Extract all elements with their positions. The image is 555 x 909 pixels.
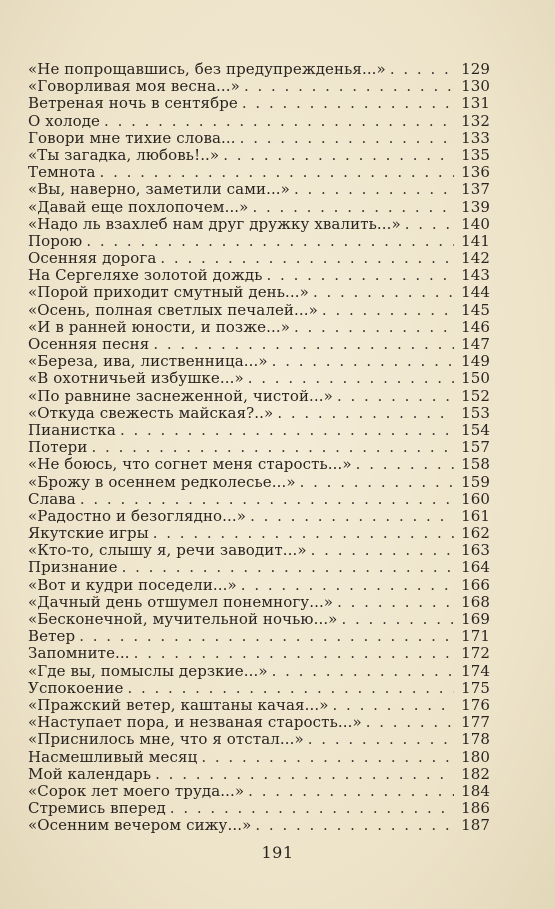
toc-entry-page: 168 [461,592,490,611]
toc-entry-title: «Брожу в осеннем редколесье...» [28,472,296,491]
toc-entry [28,216,490,233]
toc-entry-page: 169 [461,610,490,628]
toc-entry-page: 164 [461,558,490,577]
toc-entry [28,147,490,164]
dot-leader [313,284,454,301]
toc-entry [28,456,490,473]
toc-entry [28,250,490,267]
toc-entry-title: «Приснилось мне, что я отстал...» [28,730,304,749]
toc-entry-page: 130 [461,77,490,96]
toc-entry-page: 135 [461,145,490,164]
toc-entry-title: Осенняя песня [28,335,150,353]
toc-entry-title: «Откуда свежесть майская?..» [28,403,274,422]
dot-leader [241,577,454,594]
dot-leader [155,766,454,783]
dot-leader [311,542,454,559]
toc-entry [28,284,490,301]
toc-entry [28,405,490,422]
toc-entry [28,559,490,576]
toc-entry-page: 142 [461,249,490,268]
toc-entry-page: 166 [461,575,490,594]
dot-leader [240,130,454,147]
toc-entry [28,817,490,834]
toc-entry-title: Якутские игры [28,524,149,543]
toc-entry-title: Запомните... [28,644,130,663]
toc-entry-page: 149 [461,352,490,371]
toc-entry-title: Стремись вперед [28,799,166,818]
toc-entry-page: 153 [461,403,490,422]
toc-entry [28,439,490,456]
dot-leader [160,250,454,267]
toc-entry-title: «Надо ль взахлеб нам друг дружку хвалить...» [28,214,401,233]
toc-entry-page: 152 [461,386,490,405]
toc-entry-page: 159 [461,472,490,491]
dot-leader [405,216,454,233]
toc-entry [28,302,490,319]
toc-entry [28,164,490,181]
toc-entry-title: «Давай еще похлопочем...» [28,197,249,216]
toc-entry-title: «Радостно и безоглядно...» [28,506,247,525]
toc-entry [28,508,490,525]
toc-entry [28,731,490,748]
toc-entry [28,663,490,680]
dot-leader [337,388,454,405]
toc-entry-page: 180 [461,747,490,766]
toc-entry [28,113,490,130]
toc-entry-title: Мой календарь [28,764,152,783]
toc-entry [28,267,490,284]
toc-entry-page: 157 [461,438,490,457]
dot-leader [80,491,454,508]
toc-entry-title: Пианистка [28,420,116,439]
dot-leader [79,628,454,645]
toc-entry-page: 129 [461,60,490,78]
toc-entry [28,525,490,542]
toc-entry-page: 184 [461,781,490,800]
toc-entry [28,645,490,662]
toc-entry-title: «И в ранней юности, и позже...» [28,317,290,336]
toc-entry-page: 162 [461,524,490,543]
dot-leader [277,405,454,422]
toc-entry-page: 150 [461,369,490,388]
toc-entry-page: 175 [461,678,490,697]
dot-leader [333,697,454,714]
toc-entry-title: «Сорок лет моего труда...» [28,781,245,800]
toc-entry [28,353,490,370]
toc-entry-page: 187 [461,816,490,835]
dot-leader [366,714,454,731]
dot-leader [252,199,454,216]
dot-leader [248,783,454,800]
dot-leader [242,95,454,112]
toc-entry [28,181,490,198]
toc-entry-title: «Пражский ветер, каштаны качая...» [28,695,329,714]
dot-leader [356,456,454,473]
toc-entry-title: «Вот и кудри поседели...» [28,575,237,594]
dot-leader [86,233,454,250]
toc-entry-title: Темнота [28,163,96,182]
dot-leader [294,319,454,336]
toc-entry [28,422,490,439]
toc-entry-title: «Наступает пора, и незваная старость...» [28,713,362,732]
dot-leader [308,731,454,748]
toc-entry-title: «Бесконечной, мучительной ночью...» [28,610,338,628]
dot-leader [120,422,454,439]
dot-leader [92,439,455,456]
dot-leader [390,61,454,78]
dot-leader [100,164,454,181]
toc-entry [28,233,490,250]
dot-leader [122,559,454,576]
toc-entry-page: 146 [461,317,490,336]
toc-entry-page: 143 [461,266,490,285]
toc-entry [28,783,490,800]
toc-entry-title: «Дачный день отшумел понемногу...» [28,592,334,611]
toc-entry-page: 186 [461,799,490,818]
dot-leader [272,663,454,680]
toc-entry-title: «Кто-то, слышу я, речи заводит...» [28,541,307,560]
dot-leader [170,800,454,817]
toc-entry [28,697,490,714]
toc-entry-title: «Говорливая моя весна...» [28,77,240,96]
toc-entry-title: Потери [28,438,88,457]
dot-leader [322,302,454,319]
toc-entry [28,577,490,594]
toc-entry-page: 163 [461,541,490,560]
toc-entry [28,542,490,559]
toc-entry-title: «Осенним вечером сижу...» [28,816,252,835]
dot-leader [337,594,454,611]
toc-entry-title: «Где вы, помыслы дерзкие...» [28,661,268,680]
toc-entry-page: 133 [461,128,490,147]
toc-entry [28,680,490,697]
dot-leader [201,749,454,766]
toc-entry-title: На Сергеляхе золотой дождь [28,266,263,285]
toc-entry-page: 145 [461,300,490,319]
toc-entry [28,388,490,405]
toc-entry [28,800,490,817]
toc-entry-title: Говори мне тихие слова... [28,128,236,147]
toc-entry [28,319,490,336]
toc-entry [28,95,490,112]
table-of-contents [28,61,490,834]
toc-entry [28,491,490,508]
dot-leader [153,336,454,353]
toc-entry-page: 137 [461,180,490,199]
toc-entry-page: 158 [461,455,490,474]
dot-leader [255,817,454,834]
toc-entry-title: «Ты загадка, любовь!..» [28,145,220,164]
toc-entry [28,130,490,147]
dot-leader [272,353,454,370]
toc-entry-title: Признание [28,558,118,577]
toc-entry-title: О холоде [28,111,101,130]
toc-entry-title: «Береза, ива, лиственница...» [28,352,268,371]
dot-leader [341,611,454,628]
toc-entry-page: 139 [461,197,490,216]
toc-entry-title: Успокоение [28,678,124,697]
toc-entry-title: Порою [28,231,83,250]
toc-entry-title: Насмешливый месяц [28,747,198,766]
toc-entry-page: 172 [461,644,490,663]
dot-leader [104,113,454,130]
toc-entry [28,714,490,731]
dot-leader [134,645,454,662]
toc-entry-page: 131 [461,94,490,113]
toc-entry-page: 178 [461,730,490,749]
toc-entry [28,628,490,645]
toc-entry-title: Осенняя дорога [28,249,157,268]
dot-leader [267,267,454,284]
toc-entry-page: 154 [461,420,490,439]
dot-leader [248,370,454,387]
toc-entry [28,749,490,766]
toc-entry [28,611,490,628]
dot-leader [250,508,454,525]
toc-entry [28,199,490,216]
dot-leader [127,680,454,697]
toc-entry-title: «В охотничьей избушке...» [28,369,244,388]
toc-entry-page: 136 [461,163,490,182]
toc-entry [28,61,490,78]
dot-leader [244,78,454,95]
toc-entry-page: 132 [461,111,490,130]
toc-entry-title: «По равнине заснеженной, чистой...» [28,386,333,405]
toc-entry [28,370,490,387]
toc-entry-title: Ветреная ночь в сентябре [28,94,238,113]
toc-entry-title: «Осень, полная светлых печалей...» [28,300,318,319]
toc-entry-page: 144 [461,283,490,302]
toc-entry-page: 140 [461,214,490,233]
toc-entry-title: «Не боюсь, что согнет меня старость...» [28,455,352,474]
toc-entry-title: «Не попрощавшись, без предупрежденья...» [28,60,386,78]
toc-entry-page: 171 [461,627,490,646]
toc-entry-page: 174 [461,661,490,680]
toc-entry-page: 160 [461,489,490,508]
toc-entry-title: «Вы, наверно, заметили сами...» [28,180,290,199]
toc-entry-page: 141 [461,231,490,250]
page-number: 191 [261,843,294,862]
dot-leader [153,525,454,542]
toc-entry [28,766,490,783]
toc-entry [28,336,490,353]
toc-entry-page: 176 [461,695,490,714]
toc-entry-page: 182 [461,764,490,783]
toc-entry-title: Ветер [28,627,76,646]
toc-entry-title: Слава [28,489,76,508]
toc-entry [28,474,490,491]
toc-entry-page: 147 [461,335,490,353]
toc-entry [28,594,490,611]
toc-entry-title: «Порой приходит смутный день...» [28,283,309,302]
dot-leader [300,474,454,491]
toc-entry-page: 161 [461,506,490,525]
dot-leader [223,147,454,164]
toc-entry [28,78,490,95]
toc-entry-page: 177 [461,713,490,732]
dot-leader [294,181,454,198]
